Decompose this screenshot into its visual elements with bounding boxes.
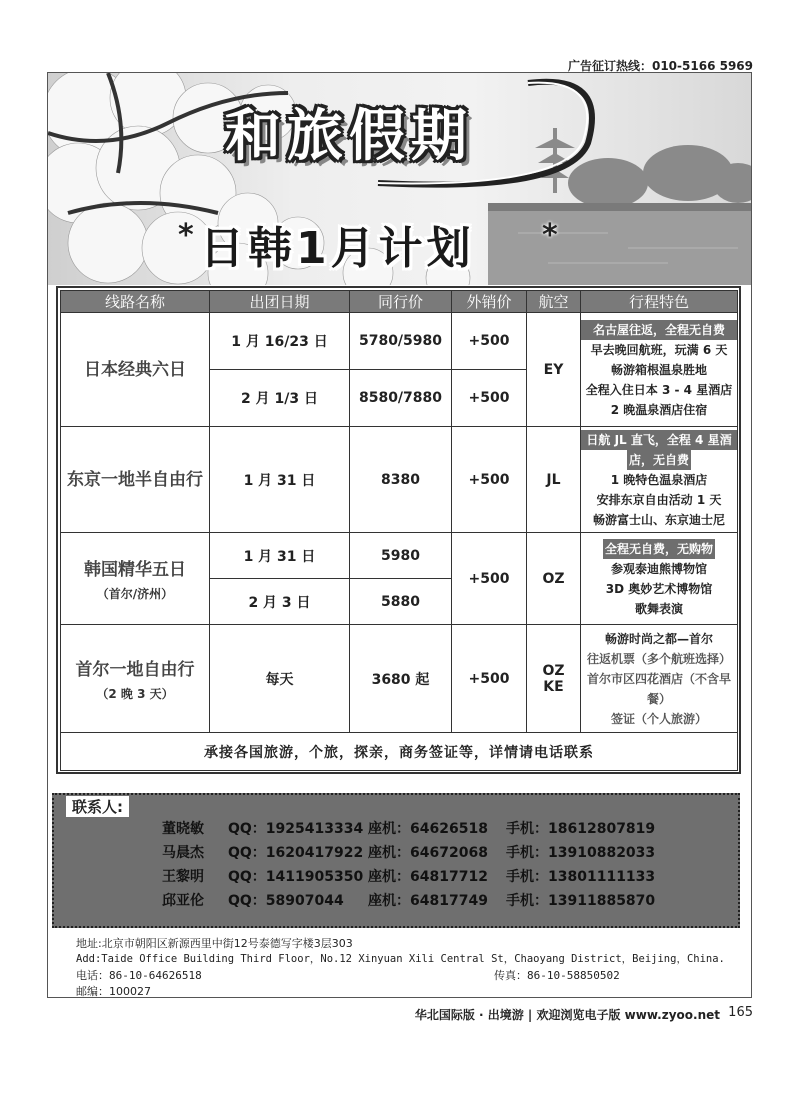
feature-line: 首尔市区四花酒店（不含早 — [586, 671, 731, 686]
table-row — [61, 533, 738, 579]
airline-code: OZ — [542, 662, 565, 679]
contact-qq: QQ：58907044 — [228, 893, 344, 909]
sale-price-cell: +500 — [452, 313, 527, 370]
airline-cell — [527, 625, 581, 733]
date-cell: 2 月 3 日 — [210, 579, 350, 625]
header-route: 线路名称 — [61, 291, 210, 313]
contact-mobile: 手机：13801111133 — [506, 869, 656, 885]
feature-line: 歌舞表演 — [634, 601, 683, 616]
page-number: 165 — [728, 1005, 753, 1020]
feature-line: 早去晚回航班，玩满 6 天 — [590, 342, 728, 357]
features-cell — [581, 625, 738, 733]
contact-tel: 座机：64672068 — [368, 845, 488, 861]
feature-line: 畅游时尚之都—首尔 — [604, 631, 713, 646]
feature-line: 1 晚特色温泉酒店 — [610, 472, 708, 487]
airline-code: KE — [543, 678, 564, 695]
feature-line: 日航 JL 直飞，全程 4 星酒 — [581, 430, 737, 450]
route-name: 韩国精华五日 — [84, 560, 186, 580]
contact-qq: QQ：1411905350 — [228, 869, 364, 885]
feature-line: 全程无自费，无购物 — [603, 539, 715, 559]
feature-line: 参观泰迪熊博物馆 — [610, 561, 707, 576]
feature-line: 畅游箱根温泉胜地 — [610, 362, 707, 377]
contacts-label: 联系人: — [66, 796, 129, 817]
trade-price-cell: 8380 — [350, 427, 452, 533]
table-footer-row — [61, 733, 738, 771]
route-name: 东京一地半自由行 — [67, 469, 203, 490]
airline-cell: EY — [527, 313, 581, 427]
date-cell: 1 月 31 日 — [210, 533, 350, 579]
sale-price-cell: +500 — [452, 370, 527, 427]
contact-name: 董晓敏 — [162, 821, 204, 837]
footer-publication: 华北国际版 · 出境游 | 欢迎浏览电子版 www.zyoo.net — [414, 1008, 720, 1022]
trade-price-cell: 5780/5980 — [350, 313, 452, 370]
route-subtitle: （首尔/济州） — [96, 587, 174, 601]
feature-line: 名古屋往返，全程无自费 — [581, 320, 737, 340]
contact-qq: QQ：1620417922 — [228, 845, 364, 861]
date-cell: 2 月 1/3 日 — [210, 370, 350, 427]
contact-name: 邱亚伦 — [162, 893, 204, 909]
date-cell: 1 月 16/23 日 — [210, 313, 350, 370]
trade-price-cell: 5980 — [350, 533, 452, 579]
header-sale-price: 外销价 — [452, 291, 527, 313]
contact-tel: 座机：64817749 — [368, 893, 488, 909]
table-row — [61, 625, 738, 733]
feature-line: 店，无自费 — [627, 450, 691, 470]
airline-cell: JL — [527, 427, 581, 533]
contact-mobile: 手机：18612807819 — [506, 821, 656, 837]
header-date: 出团日期 — [210, 291, 350, 313]
feature-line: 安排东京自由活动 1 天 — [596, 492, 722, 507]
ad-hotline: 广告征订热线：010-5166 5969 — [567, 59, 753, 73]
contact-qq: QQ：1925413334 — [228, 821, 364, 837]
route-name: 首尔一地自由行 — [75, 660, 195, 680]
postcode: 邮编：100027 — [76, 985, 151, 998]
route-name-cell — [61, 427, 210, 533]
feature-line: 餐） — [646, 691, 671, 706]
header-airline: 航空 — [527, 291, 581, 313]
contact-tel: 座机：64817712 — [368, 869, 488, 885]
route-name-cell — [61, 533, 210, 625]
table-row — [61, 313, 738, 370]
date-cell: 每天 — [210, 625, 350, 733]
contact-tel: 座机：64626518 — [368, 821, 488, 837]
feature-line: 全程入住日本 3 - 4 星酒店 — [585, 382, 733, 397]
plan-subtitle: 日韩1月计划 — [200, 223, 475, 274]
sale-price-cell: +500 — [452, 533, 527, 625]
trade-price-cell: 8580/7880 — [350, 370, 452, 427]
routes-table — [60, 290, 738, 771]
feature-line: 2 晚温泉酒店住宿 — [610, 402, 708, 417]
features-cell — [581, 427, 738, 533]
star-right: * — [542, 218, 558, 253]
features-cell — [581, 533, 738, 625]
route-name: 日本经典六日 — [84, 359, 186, 380]
route-name-cell — [61, 313, 210, 427]
table-row — [61, 427, 738, 533]
contact-name: 马晨杰 — [162, 845, 204, 861]
header-features: 行程特色 — [581, 291, 738, 313]
sale-price-cell: +500 — [452, 625, 527, 733]
feature-line: 签证（个人旅游） — [610, 711, 707, 726]
brand-title: 和旅假期 — [225, 103, 473, 169]
contact-mobile: 手机：13911885870 — [506, 893, 656, 909]
feature-line: 往返机票（多个航班选择） — [586, 651, 731, 666]
route-subtitle: （2 晚 3 天） — [96, 687, 174, 701]
contact-name: 王黎明 — [162, 869, 204, 885]
fax: 传真：86-10-58850502 — [494, 969, 620, 982]
trade-price-cell: 5880 — [350, 579, 452, 625]
table-header-row — [61, 291, 738, 313]
address-cn: 地址:北京市朝阳区新源西里中街12号泰德写字楼3层303 — [76, 937, 353, 950]
feature-line: 畅游富士山、东京迪士尼 — [592, 512, 725, 527]
feature-line: 3D 奥妙艺术博物馆 — [605, 581, 713, 596]
contact-mobile: 手机：13910882033 — [506, 845, 656, 861]
airline-cell: OZ — [527, 533, 581, 625]
date-cell: 1 月 31 日 — [210, 427, 350, 533]
route-name-cell — [61, 625, 210, 733]
trade-price-cell: 3680 起 — [350, 625, 452, 733]
phone: 电话：86-10-64626518 — [76, 969, 202, 982]
star-left: * — [178, 218, 194, 253]
header-trade-price: 同行价 — [350, 291, 452, 313]
address-en: Add:Taide Office Building Third Floor，No.12 Xinyuan Xili Central St，Chaoyang District，Beijing，China. — [76, 953, 725, 965]
sale-price-cell: +500 — [452, 427, 527, 533]
features-cell — [581, 313, 738, 427]
table-footer-note: 承接各国旅游，个旅，探亲，商务签证等，详情请电话联系 — [61, 733, 738, 771]
